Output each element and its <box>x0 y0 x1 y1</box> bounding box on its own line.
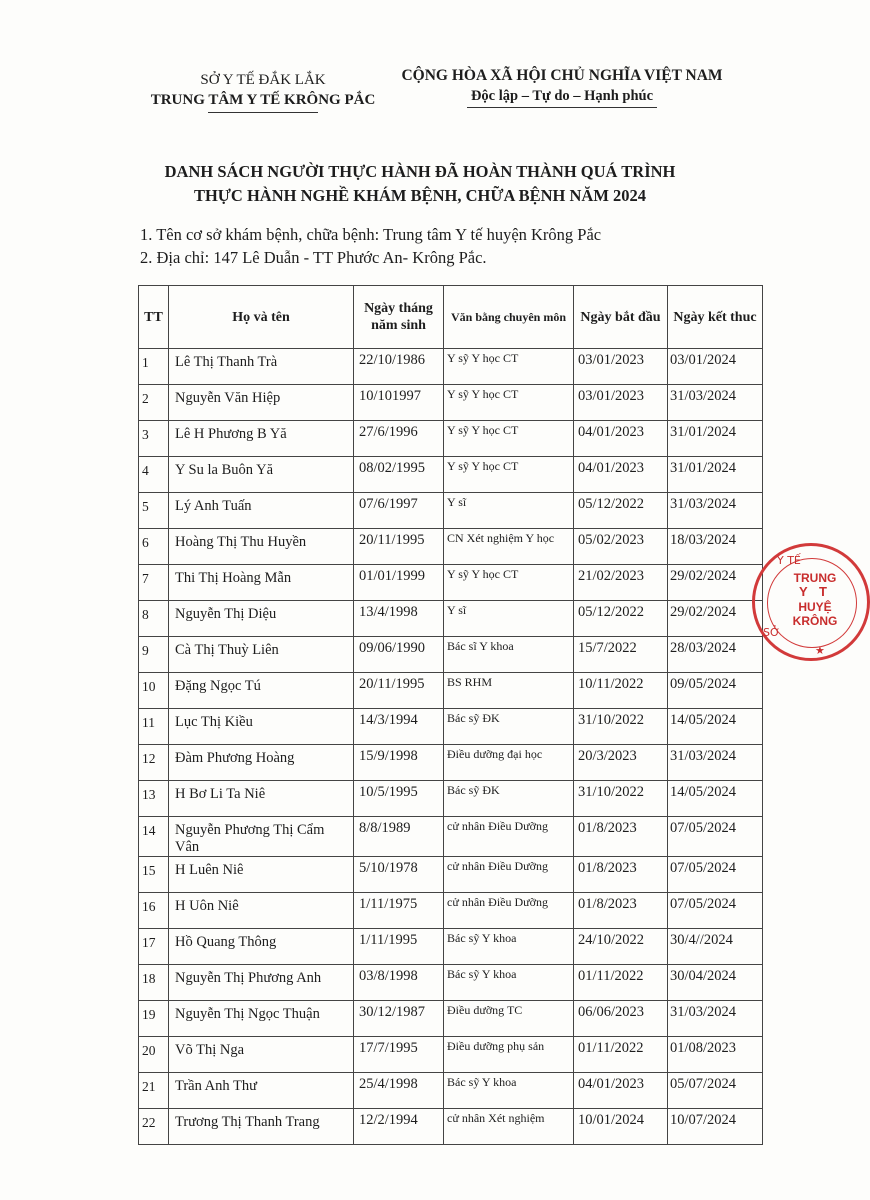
cell-tt: 1 <box>139 349 169 385</box>
cell-tt: 14 <box>139 817 169 857</box>
table-row <box>139 349 763 385</box>
table-row <box>139 1073 763 1109</box>
cell-start: 24/10/2022 <box>574 929 668 965</box>
cell-dob: 1/11/1975 <box>354 893 444 929</box>
cell-start: 31/10/2022 <box>574 709 668 745</box>
cell-end: 03/01/2024 <box>668 349 763 385</box>
cell-start: 31/10/2022 <box>574 781 668 817</box>
cell-dob: 07/6/1997 <box>354 493 444 529</box>
cell-dob: 8/8/1989 <box>354 817 444 857</box>
cell-start: 01/8/2023 <box>574 857 668 893</box>
center-name: TRUNG TÂM Y TẾ KRÔNG PẮC <box>150 92 376 108</box>
cell-end: 07/05/2024 <box>668 817 763 857</box>
cell-degree: Bác sỹ Y khoa <box>444 1073 574 1109</box>
table-row <box>139 529 763 565</box>
cell-start: 05/12/2022 <box>574 601 668 637</box>
cell-tt: 12 <box>139 745 169 781</box>
cell-start: 10/01/2024 <box>574 1109 668 1145</box>
cell-tt: 10 <box>139 673 169 709</box>
cell-degree: cử nhân Điều Dưỡng <box>444 857 574 893</box>
cell-end: 09/05/2024 <box>668 673 763 709</box>
cell-dob: 27/6/1996 <box>354 421 444 457</box>
cell-dob: 09/06/1990 <box>354 637 444 673</box>
cell-start: 01/8/2023 <box>574 817 668 857</box>
cell-start: 03/01/2023 <box>574 385 668 421</box>
cell-tt: 11 <box>139 709 169 745</box>
cell-degree: Y sỹ Y học CT <box>444 385 574 421</box>
cell-tt: 18 <box>139 965 169 1001</box>
cell-end: 07/05/2024 <box>668 893 763 929</box>
cell-dob: 20/11/1995 <box>354 673 444 709</box>
cell-name: Trần Anh Thư <box>169 1073 354 1109</box>
cell-start: 03/01/2023 <box>574 349 668 385</box>
cell-tt: 3 <box>139 421 169 457</box>
table-row <box>139 929 763 965</box>
cell-dob: 14/3/1994 <box>354 709 444 745</box>
cell-start: 04/01/2023 <box>574 421 668 457</box>
official-seal <box>752 543 870 661</box>
cell-name: Thi Thị Hoàng Mẫn <box>169 565 354 601</box>
table-row <box>139 857 763 893</box>
cell-start: 20/3/2023 <box>574 745 668 781</box>
cell-end: 07/05/2024 <box>668 857 763 893</box>
cell-end: 28/03/2024 <box>668 637 763 673</box>
cell-end: 14/05/2024 <box>668 709 763 745</box>
title-line-1: DANH SÁCH NGƯỜI THỰC HÀNH ĐÃ HOÀN THÀNH QUÁ TRÌNH <box>164 162 676 181</box>
header-degree: Văn bằng chuyên môn <box>444 286 574 349</box>
cell-degree: Bác sỹ ĐK <box>444 781 574 817</box>
cell-end: 18/03/2024 <box>668 529 763 565</box>
cell-start: 05/12/2022 <box>574 493 668 529</box>
cell-name: Lê Thị Thanh Trà <box>169 349 354 385</box>
cell-name: Nguyễn Phương Thị Cẩm Vân <box>169 817 354 857</box>
cell-tt: 13 <box>139 781 169 817</box>
cell-degree: Bác sỹ Y khoa <box>444 929 574 965</box>
cell-name: Lý Anh Tuấn <box>169 493 354 529</box>
cell-end: 01/08/2023 <box>668 1037 763 1073</box>
cell-start: 01/11/2022 <box>574 1037 668 1073</box>
cell-dob: 10/5/1995 <box>354 781 444 817</box>
cell-degree: Bác sỹ Y khoa <box>444 965 574 1001</box>
cell-tt: 21 <box>139 1073 169 1109</box>
cell-end: 31/03/2024 <box>668 385 763 421</box>
issuer-header <box>138 70 388 113</box>
cell-dob: 13/4/1998 <box>354 601 444 637</box>
cell-dob: 01/01/1999 <box>354 565 444 601</box>
table-row <box>139 1037 763 1073</box>
cell-name: Lê H Phương B Yă <box>169 421 354 457</box>
header-dob: Ngày tháng năm sinh <box>354 286 444 349</box>
table-row <box>139 673 763 709</box>
cell-name: H Bơ Li Ta Niê <box>169 781 354 817</box>
cell-end: 29/02/2024 <box>668 601 763 637</box>
cell-degree: BS RHM <box>444 673 574 709</box>
national-header <box>392 66 732 108</box>
seal-ring-mark-2: SỞ <box>763 626 781 639</box>
cell-tt: 5 <box>139 493 169 529</box>
cell-dob: 08/02/1995 <box>354 457 444 493</box>
cell-end: 29/02/2024 <box>668 565 763 601</box>
cell-name: Nguyễn Thị Ngọc Thuận <box>169 1001 354 1037</box>
header-start: Ngày bắt đầu <box>574 286 668 349</box>
cell-degree: Y sỹ Y học CT <box>444 565 574 601</box>
cell-dob: 10/101997 <box>354 385 444 421</box>
cell-end: 14/05/2024 <box>668 781 763 817</box>
cell-end: 31/03/2024 <box>668 1001 763 1037</box>
cell-degree: Y sỹ Y học CT <box>444 457 574 493</box>
table-row <box>139 385 763 421</box>
header-underline <box>208 112 318 113</box>
table-header-row <box>139 286 763 349</box>
cell-end: 31/01/2024 <box>668 421 763 457</box>
cell-end: 05/07/2024 <box>668 1073 763 1109</box>
cell-degree: Y sỹ Y học CT <box>444 421 574 457</box>
cell-degree: cử nhân Điều Dưỡng <box>444 817 574 857</box>
cell-degree: cử nhân Xét nghiệm <box>444 1109 574 1145</box>
cell-dob: 03/8/1998 <box>354 965 444 1001</box>
table-row <box>139 601 763 637</box>
seal-ring-mark: Y TẾ <box>777 554 801 567</box>
cell-tt: 20 <box>139 1037 169 1073</box>
facility-address-line: 2. Địa chỉ: 147 Lê Duẫn - TT Phước An- Krông Pắc. <box>140 248 487 267</box>
table-row <box>139 1109 763 1145</box>
cell-degree: Y sỹ Y học CT <box>444 349 574 385</box>
cell-degree: Y sĩ <box>444 601 574 637</box>
cell-name: Hoàng Thị Thu Huyền <box>169 529 354 565</box>
cell-dob: 12/2/1994 <box>354 1109 444 1145</box>
cell-name: Nguyễn Văn Hiệp <box>169 385 354 421</box>
table-row <box>139 493 763 529</box>
cell-tt: 19 <box>139 1001 169 1037</box>
cell-dob: 17/7/1995 <box>354 1037 444 1073</box>
cell-end: 31/01/2024 <box>668 457 763 493</box>
table-row <box>139 965 763 1001</box>
seal-text-3: HUYỆ <box>798 600 832 614</box>
cell-tt: 8 <box>139 601 169 637</box>
table-row <box>139 421 763 457</box>
cell-name: Nguyễn Thị Diệu <box>169 601 354 637</box>
cell-dob: 25/4/1998 <box>354 1073 444 1109</box>
seal-text-2: Y T <box>799 584 831 599</box>
table-row <box>139 781 763 817</box>
cell-start: 04/01/2023 <box>574 457 668 493</box>
cell-end: 31/03/2024 <box>668 745 763 781</box>
cell-name: Hồ Quang Thông <box>169 929 354 965</box>
cell-name: Đàm Phương Hoàng <box>169 745 354 781</box>
document-title <box>100 160 740 208</box>
cell-name: Võ Thị Nga <box>169 1037 354 1073</box>
cell-start: 06/06/2023 <box>574 1001 668 1037</box>
table-row <box>139 637 763 673</box>
cell-dob: 1/11/1995 <box>354 929 444 965</box>
cell-end: 30/04/2024 <box>668 965 763 1001</box>
cell-degree: Bác sĩ Y khoa <box>444 637 574 673</box>
cell-start: 05/02/2023 <box>574 529 668 565</box>
cell-dob: 5/10/1978 <box>354 857 444 893</box>
cell-degree: CN Xét nghiệm Y học <box>444 529 574 565</box>
cell-name: Y Su la Buôn Yă <box>169 457 354 493</box>
table-row <box>139 893 763 929</box>
table-row <box>139 817 763 857</box>
cell-name: Lục Thị Kiều <box>169 709 354 745</box>
seal-star-icon: ★ <box>815 644 825 657</box>
header-end: Ngày kết thuc <box>668 286 763 349</box>
cell-degree: Điều dưỡng TC <box>444 1001 574 1037</box>
motto-underline <box>467 107 657 108</box>
title-line-2: THỰC HÀNH NGHỀ KHÁM BỆNH, CHỮA BỆNH NĂM 2024 <box>193 186 647 205</box>
cell-tt: 2 <box>139 385 169 421</box>
cell-end: 31/03/2024 <box>668 493 763 529</box>
header-tt: TT <box>139 286 169 349</box>
cell-start: 21/02/2023 <box>574 565 668 601</box>
cell-name: H Uôn Niê <box>169 893 354 929</box>
table-row <box>139 457 763 493</box>
cell-end: 10/07/2024 <box>668 1109 763 1145</box>
seal-text-4: KRÔNG <box>792 614 838 628</box>
practitioner-table <box>138 285 763 1145</box>
cell-start: 04/01/2023 <box>574 1073 668 1109</box>
cell-start: 15/7/2022 <box>574 637 668 673</box>
motto: Độc lập – Tự do – Hạnh phúc <box>470 88 654 104</box>
cell-start: 10/11/2022 <box>574 673 668 709</box>
cell-name: Đặng Ngọc Tú <box>169 673 354 709</box>
cell-dob: 22/10/1986 <box>354 349 444 385</box>
cell-dob: 20/11/1995 <box>354 529 444 565</box>
cell-tt: 15 <box>139 857 169 893</box>
cell-dob: 30/12/1987 <box>354 1001 444 1037</box>
cell-name: Trương Thị Thanh Trang <box>169 1109 354 1145</box>
cell-degree: cử nhân Điều Dưỡng <box>444 893 574 929</box>
department-name: SỞ Y TẾ ĐẮK LẮK <box>200 72 326 88</box>
cell-tt: 6 <box>139 529 169 565</box>
table-row <box>139 745 763 781</box>
cell-degree: Bác sỹ ĐK <box>444 709 574 745</box>
cell-dob: 15/9/1998 <box>354 745 444 781</box>
cell-name: Cà Thị Thuỳ Liên <box>169 637 354 673</box>
facility-name-line: 1. Tên cơ sở khám bệnh, chữa bệnh: Trung tâm Y tế huyện Krông Pắc <box>140 225 602 244</box>
cell-degree: Điều dưỡng phụ sản <box>444 1037 574 1073</box>
cell-degree: Điều dưỡng đại học <box>444 745 574 781</box>
cell-tt: 7 <box>139 565 169 601</box>
cell-tt: 4 <box>139 457 169 493</box>
cell-tt: 9 <box>139 637 169 673</box>
cell-end: 30/4//2024 <box>668 929 763 965</box>
cell-start: 01/8/2023 <box>574 893 668 929</box>
header-name: Họ và tên <box>169 286 354 349</box>
cell-start: 01/11/2022 <box>574 965 668 1001</box>
table-row <box>139 1001 763 1037</box>
cell-name: Nguyễn Thị Phương Anh <box>169 965 354 1001</box>
table-row <box>139 709 763 745</box>
cell-tt: 17 <box>139 929 169 965</box>
cell-tt: 16 <box>139 893 169 929</box>
country-name: CỘNG HÒA XÃ HỘI CHỦ NGHĨA VIỆT NAM <box>401 67 723 84</box>
cell-degree: Y sĩ <box>444 493 574 529</box>
cell-name: H Luên Niê <box>169 857 354 893</box>
table-row <box>139 565 763 601</box>
cell-tt: 22 <box>139 1109 169 1145</box>
seal-text-1: TRUNG <box>793 571 837 585</box>
